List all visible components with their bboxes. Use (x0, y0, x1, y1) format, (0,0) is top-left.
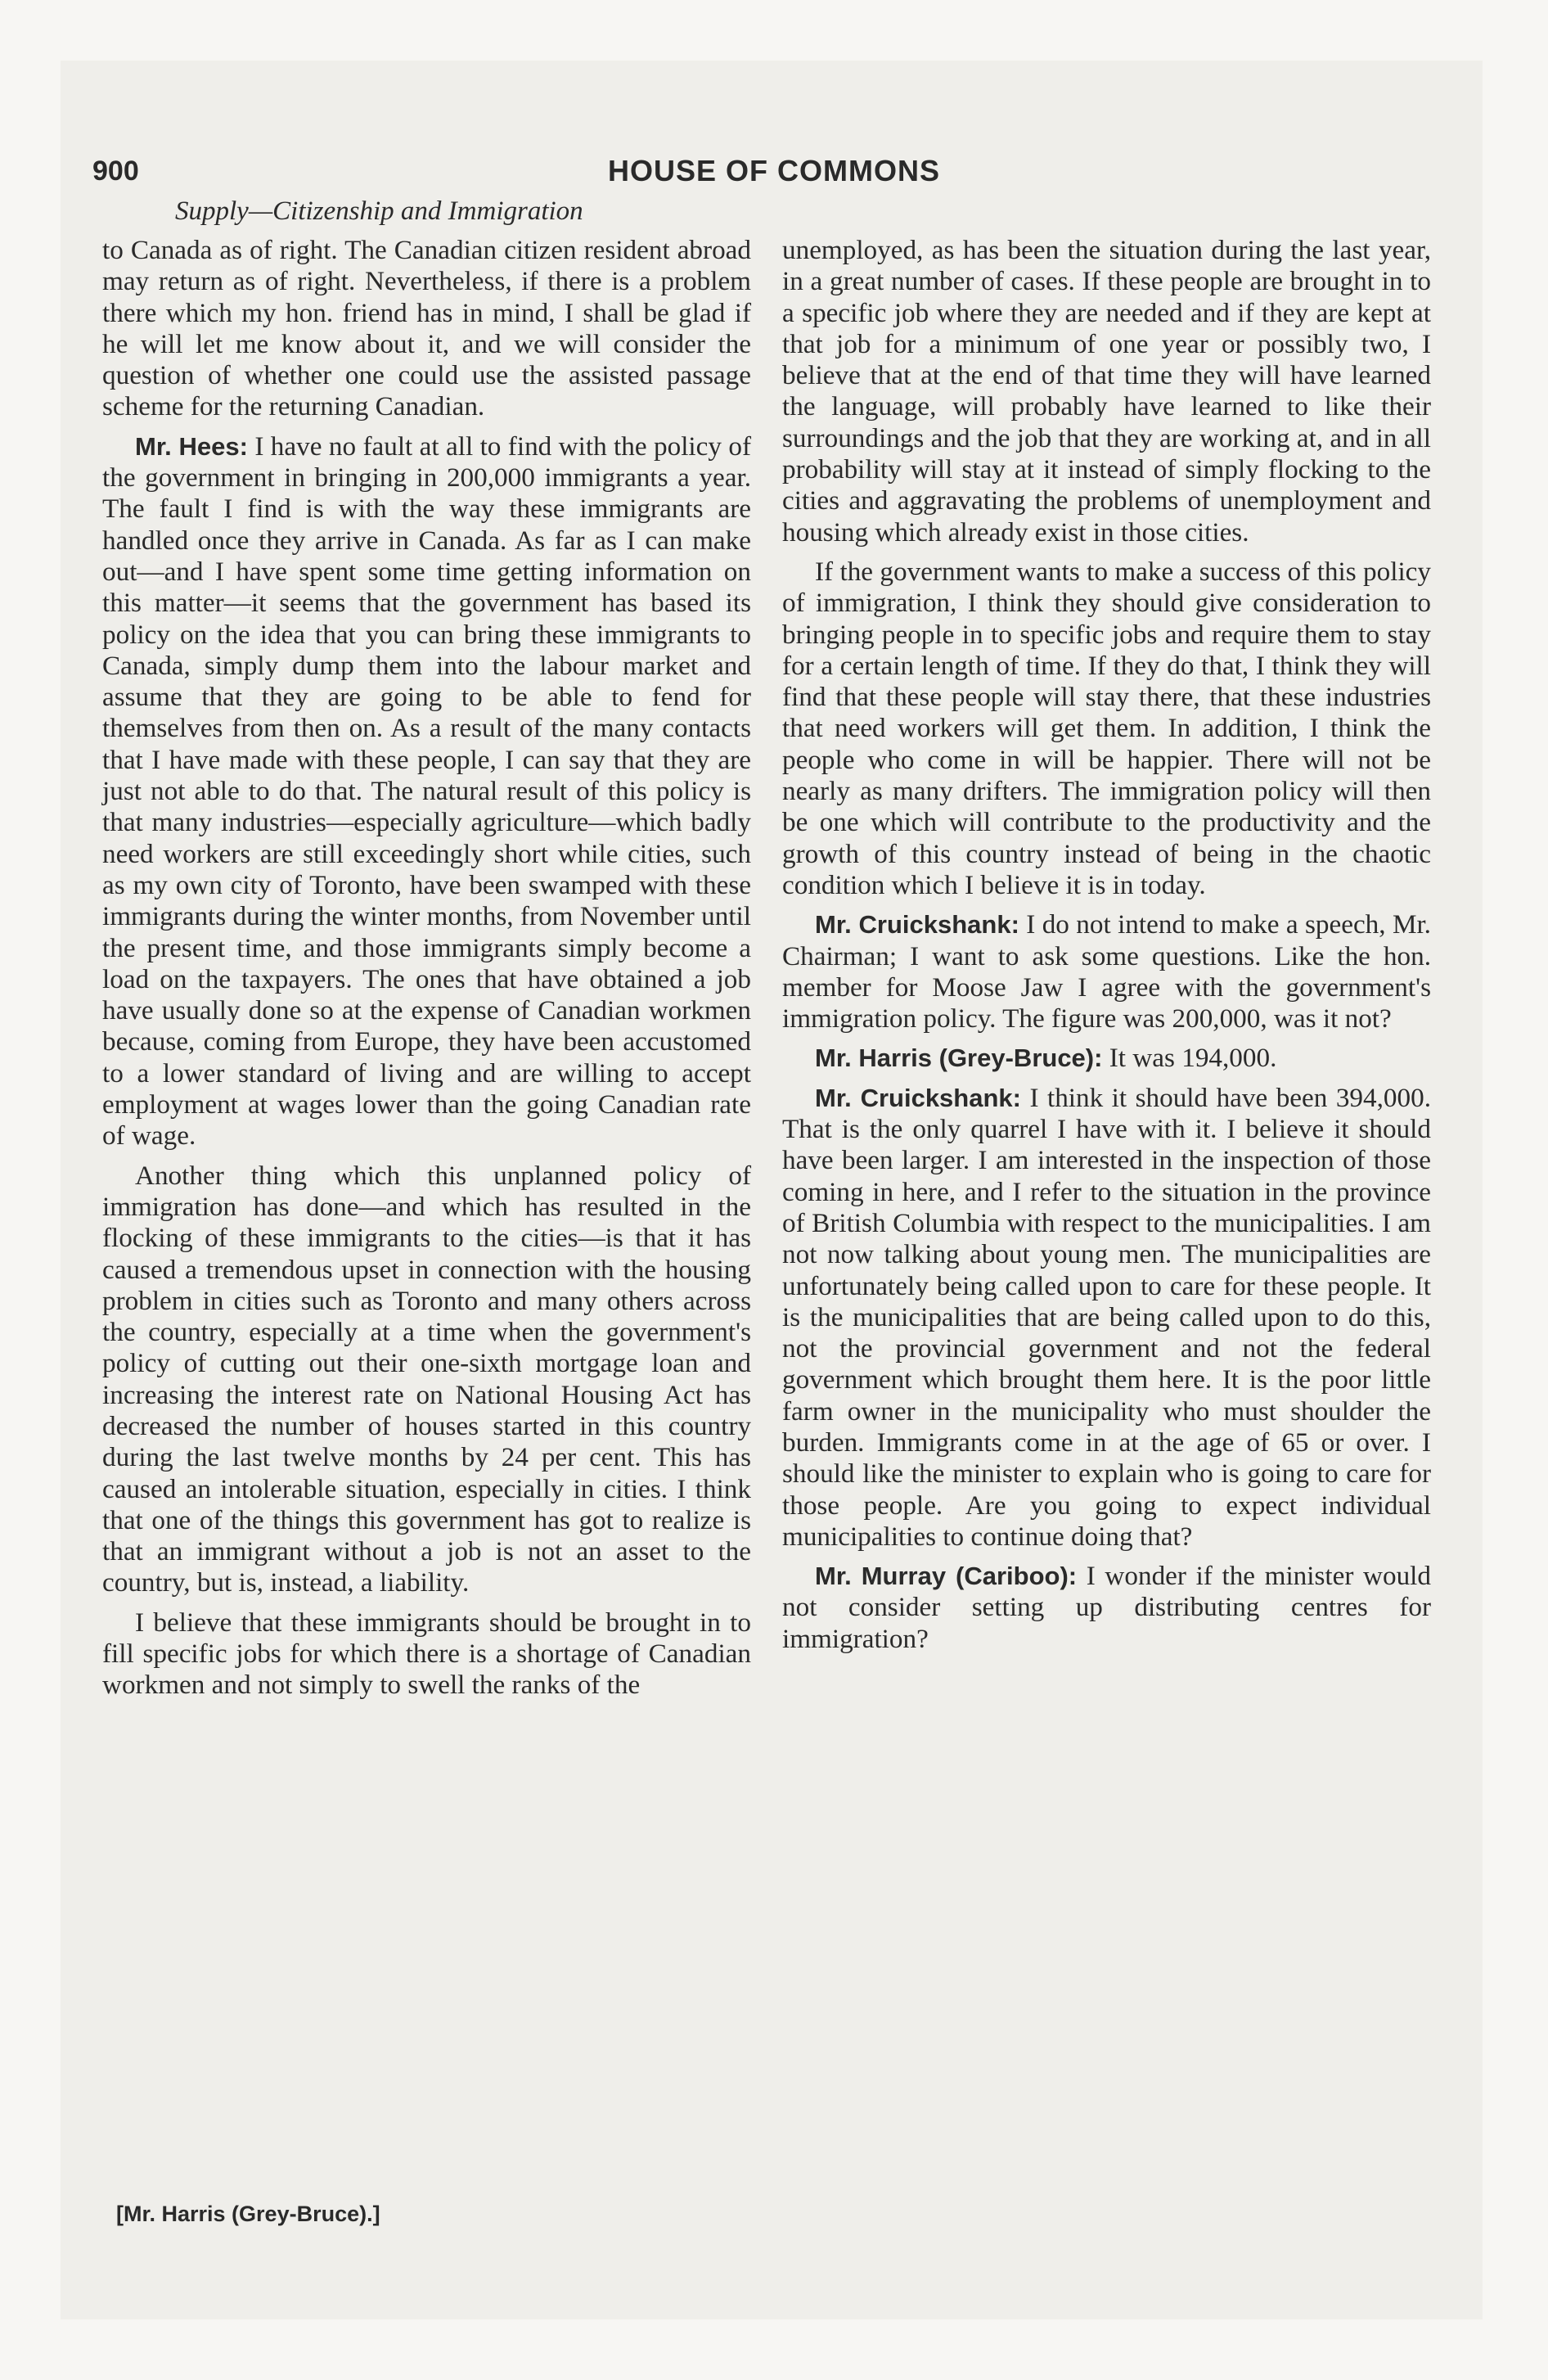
paragraph (782, 909, 1431, 1034)
running-head: HOUSE OF COMMONS (607, 154, 940, 187)
speaker-name: Mr. Murray (Cariboo): (815, 1562, 1078, 1591)
paragraph-text: I have no fault at all to find with the policy of the government in bringing in 200,000 immigrants a year. The fault I find is with the way these immigrants are handled once they arrive in Canada. As far as I can make out—and I have spent some time getting information on this matter—it seems that the government has based its policy on the idea that you can bring these immigrants to Canada, simply dump them into the labour market and assume that they are going to be able to fend for themselves from then on. As a result of the many contacts that I have made with these people, I can say that they are just not able to do that. The natural result of this policy is that many industries—especially agriculture—which badly need workers are still exceedingly short while cities, such as my own city of Toronto, have been swamped with these immigrants during the winter months, from November until the present time, and those immigrants simply become a load on the taxpayers. The ones that have obtained a job have usually done so at the expense of Canadian workmen because, coming from Europe, they have been accustomed to a lower standard of living and are willing to accept employment at wages lower than the going Canadian rate of wage. (102, 430, 752, 1152)
speaker-name: Mr. Cruickshank: (815, 1083, 1021, 1112)
subject-heading: Supply—Citizenship and Immigration (175, 196, 583, 226)
page-number: 900 (92, 156, 139, 187)
footer-attribution: [Mr. Harris (Grey-Bruce).] (116, 2202, 380, 2226)
paragraph-text: It was 194,000. (1102, 1043, 1277, 1074)
right-column (782, 235, 1431, 1655)
left-column (102, 235, 751, 1702)
paragraph-text: to Canada as of right. The Canadian citizen resident abroad may return as of right. Nevertheless, if there is a problem there which my hon. friend has in mind, I shall be glad if he will let me know about it, and we will consider the question of whether one could use the assisted passage scheme for the returning Canadian. (102, 235, 751, 422)
paragraph-text: I believe that these immigrants should be brought in to fill specific jobs for which there is a shortage of Canadian workmen and not simply to swell the ranks of the (102, 1607, 751, 1701)
paragraph (102, 235, 751, 423)
paragraph-text: I wonder if the minister would not consider setting up distributing centres for immigration? (782, 1561, 1431, 1654)
speaker-name: Mr. Hees: (135, 431, 248, 461)
paragraph (102, 1161, 751, 1599)
paragraph (782, 1083, 1431, 1553)
paragraph (782, 235, 1431, 548)
paragraph-text: If the government wants to make a success of this policy of immigration, I think they should give consideration to bringing people in to specific jobs and require them to stay for a certain length of time. If they do that, I think they will find that these people will stay there, that these industries that need workers will get them. In addition, I think the people who come in will be happier. There will not be nearly as many drifters. The immigration policy will then be one which will contribute to the productivity and the growth of this country instead of being in the chaotic condition which I believe it is in today. (782, 556, 1431, 900)
speaker-name: Mr. Cruickshank: (815, 910, 1019, 940)
speaker-name: Mr. Harris (Grey-Bruce): (815, 1044, 1103, 1073)
paragraph (102, 431, 751, 1152)
paragraph (782, 1043, 1431, 1074)
paragraph-text: unemployed, as has been the situation during the last year, in a great number of cases. If these people are brought in to a specific job where they are needed and if they are kept at that job for a minimum of one year or possibly two, I believe that at the end of that time they will have learned the language, will probably have learned to like their surroundings and the job that they are working at, and in all probability will stay at it instead of simply flocking to the cities and aggravating the problems of unemployment and housing which already exist in those cities. (782, 235, 1431, 548)
paragraph (782, 557, 1431, 901)
paragraph (782, 1561, 1431, 1655)
paragraph-text: Another thing which this unplanned policy of immigration has done—and which has resulted in the flocking of these immigrants to the cities—is that it has caused a tremendous upset in connection with the housing problem in cities such as Toronto and many others across the country, especially at a time when the government's policy of cutting out their one-sixth mortgage loan and increasing the interest rate on National Housing Act has decreased the number of houses started in this country during the last twelve months by 24 per cent. This has caused an intolerable situation, especially in cities. I think that one of the things this government has got to realize is that an immigrant without a job is not an asset to the country, but is, instead, a liability. (102, 1160, 751, 1598)
paragraph-text: I think it should have been 394,000. That is the only quarrel I have with it. I believe it should have been larger. I am interested in the inspection of those coming in here, and I refer to the situation in the province of British Columbia with respect to the municipalities. I am not now talking about young men. The municipalities are unfortunately being called upon to care for these people. It is the municipalities that are being called upon to do this, not the provincial government and not the federal government which brought them here. It is the poor little farm owner in the municipality who must shoulder the burden. Immigrants come in at the age of 65 or over. I should like the minister to explain who is going to care for those people. Are you going to expect individual municipalities to continue doing that? (782, 1082, 1431, 1552)
paragraph-text: I do not intend to make a speech, Mr. Chairman; I want to ask some questions. Like the hon. member for Moose Jaw I agree with the government's immigration policy. The figure was 200,000, was it not? (782, 909, 1431, 1034)
paragraph (102, 1607, 751, 1702)
